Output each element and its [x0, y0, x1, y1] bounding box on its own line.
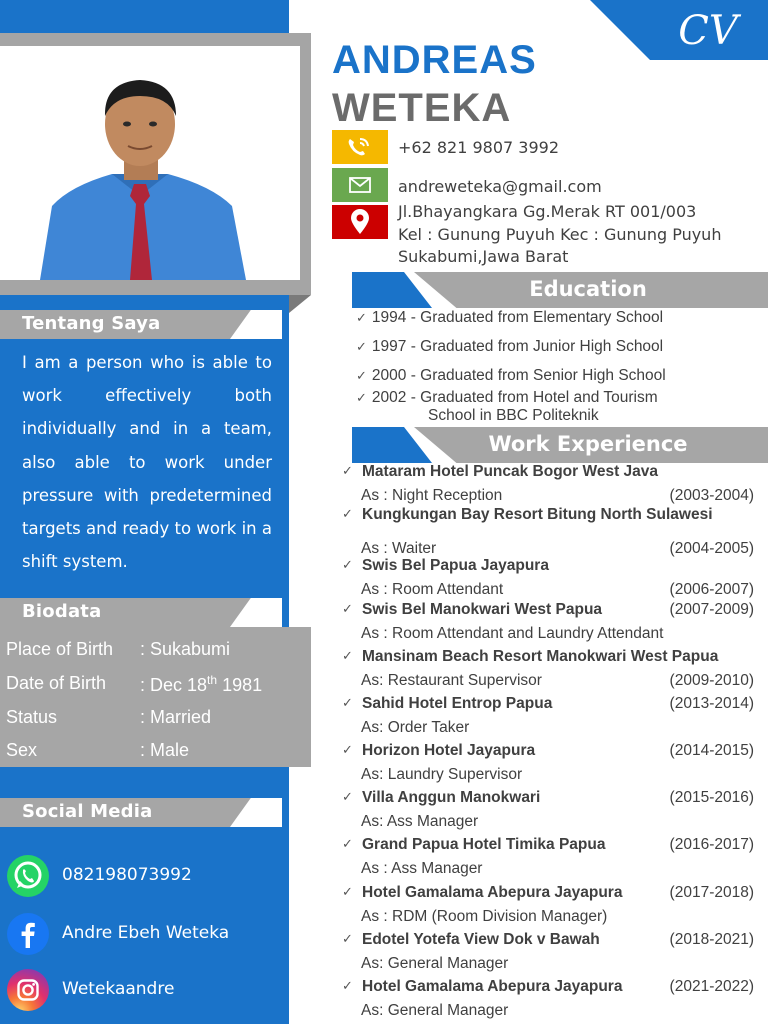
work-header [342, 742, 762, 762]
check-icon: ✓ [342, 464, 353, 479]
address-line-2: Kel : Gunung Puyuh Kec : Gunung Puyuh [398, 225, 722, 244]
envelope-icon [332, 168, 388, 202]
work-role: As: Ass Manager [361, 813, 479, 830]
about-title: Tentang Saya [22, 313, 161, 334]
work-employer: Hotel Gamalama Abepura Jayapura [362, 884, 623, 901]
work-item [342, 601, 762, 643]
band-decoration [230, 598, 282, 627]
social-title: Social Media [22, 801, 153, 822]
work-role-row [342, 764, 762, 784]
heading-accent [352, 427, 432, 463]
work-employer: Sahid Hotel Entrop Papua [362, 695, 553, 712]
work-years: (2007-2009) [669, 601, 754, 618]
work-item [342, 931, 762, 973]
work-years: (2016-2017) [669, 836, 754, 853]
work-years: (2021-2022) [669, 978, 754, 995]
instagram-icon [6, 968, 50, 1012]
work-role: As: Laundry Supervisor [361, 766, 523, 783]
work-role: As: General Manager [361, 1002, 509, 1019]
check-icon: ✓ [342, 885, 353, 900]
person-portrait [0, 46, 300, 280]
work-item [342, 836, 762, 878]
work-employer: Kungkungan Bay Resort Bitung North Sulawesi [362, 506, 713, 523]
work-employer: Villa Anggun Manokwari [362, 789, 541, 806]
check-icon: ✓ [356, 391, 367, 406]
work-role-row [342, 670, 762, 690]
work-employer: Mansinam Beach Resort Manokwari West Papua [362, 648, 719, 665]
check-icon: ✓ [342, 743, 353, 758]
bio-value: : Married [140, 707, 212, 727]
check-icon: ✓ [342, 837, 353, 852]
work-role-row [342, 538, 762, 558]
work-role-row [342, 717, 762, 737]
whatsapp-icon [6, 854, 50, 898]
work-title: Work Experience [488, 432, 688, 456]
work-employer: Swis Bel Papua Jayapura [362, 557, 549, 574]
work-role: As: General Manager [361, 955, 509, 972]
work-years: (2009-2010) [669, 672, 754, 689]
education-item-continued: School in BBC Politeknik [428, 407, 599, 424]
education-item: ✓ 2000 - Graduated from Senior High School [356, 367, 666, 384]
work-years: (2014-2015) [669, 742, 754, 759]
facebook-icon [6, 912, 50, 956]
work-header [342, 648, 762, 668]
bio-value: : Male [140, 740, 190, 760]
check-icon: ✓ [342, 979, 353, 994]
work-header [342, 931, 762, 951]
work-employer: Hotel Gamalama Abepura Jayapura [362, 978, 623, 995]
work-years: (2017-2018) [669, 884, 754, 901]
work-employer: Grand Papua Hotel Timika Papua [362, 836, 606, 853]
check-icon: ✓ [342, 696, 353, 711]
work-item [342, 506, 762, 558]
check-icon: ✓ [356, 369, 367, 384]
education-heading [352, 272, 768, 308]
work-role: As: Order Taker [361, 719, 470, 736]
work-role-row [342, 623, 762, 643]
about-text: I am a person who is able to work effectively both individually and in a team, also able to work under pressure with predetermined targets and ready to work in a shift system. [22, 353, 272, 572]
work-header [342, 884, 762, 904]
work-employer: Horizon Hotel Jayapura [362, 742, 536, 759]
work-role-row [342, 906, 762, 926]
cv-badge [590, 0, 768, 60]
check-icon: ✓ [342, 790, 353, 805]
work-header [342, 836, 762, 856]
bio-value: : Dec 18th 1981 [140, 673, 263, 695]
address-line-1: Jl.Bhayangkara Gg.Merak RT 001/003 [398, 202, 697, 221]
work-role-row [342, 858, 762, 878]
work-role: As : RDM (Room Division Manager) [361, 908, 608, 925]
work-role: As : Night Reception [361, 487, 503, 504]
work-role-row [342, 1000, 762, 1020]
work-years: (2004-2005) [669, 540, 754, 557]
bio-label: Date of Birth [6, 673, 107, 693]
check-icon: ✓ [342, 602, 353, 617]
bio-label: Place of Birth [6, 639, 114, 659]
work-role-row [342, 579, 762, 599]
work-header [342, 506, 762, 526]
last-name: WETEKA [332, 86, 512, 130]
bio-label: Sex [6, 740, 38, 760]
work-item [342, 557, 762, 599]
work-role: As : Ass Manager [361, 860, 483, 877]
work-role: As : Room Attendant and Laundry Attendant [361, 625, 664, 642]
check-icon: ✓ [342, 649, 353, 664]
location-pin-icon [332, 205, 388, 239]
about-band [0, 310, 282, 339]
work-header [342, 557, 762, 577]
whatsapp-number: 082198073992 [62, 865, 192, 885]
facebook-name: Andre Ebeh Weteka [62, 923, 230, 943]
work-years: (2003-2004) [669, 487, 754, 504]
work-employer: Mataram Hotel Puncak Bogor West Java [362, 463, 659, 480]
profile-photo [0, 46, 300, 280]
photo-frame [0, 33, 311, 295]
education-title: Education [529, 277, 647, 301]
work-role-row [342, 953, 762, 973]
email-address: andreweteka@gmail.com [398, 177, 602, 196]
check-icon: ✓ [342, 507, 353, 522]
work-role-row [342, 485, 762, 505]
heading-accent [352, 272, 432, 308]
first-name: ANDREAS [332, 38, 537, 82]
address-line-3: Sukabumi,Jawa Barat [398, 247, 569, 266]
work-header [342, 978, 762, 998]
phone-icon [332, 130, 388, 164]
work-years: (2013-2014) [669, 695, 754, 712]
work-item [342, 884, 762, 926]
work-role: As : Waiter [361, 540, 437, 557]
work-employer: Swis Bel Manokwari West Papua [362, 601, 603, 618]
work-years: (2015-2016) [669, 789, 754, 806]
work-header [342, 695, 762, 715]
work-header [342, 789, 762, 809]
work-years: (2006-2007) [669, 581, 754, 598]
work-role-row [342, 811, 762, 831]
work-item [342, 789, 762, 831]
phone-number: +62 821 9807 3992 [398, 138, 559, 157]
work-item [342, 463, 762, 505]
work-role: As: Restaurant Supervisor [361, 672, 542, 689]
work-years: (2018-2021) [669, 931, 754, 948]
work-role: As : Room Attendant [361, 581, 504, 598]
check-icon: ✓ [342, 558, 353, 573]
work-header [342, 601, 762, 621]
band-decoration [230, 798, 282, 827]
education-item: ✓ 1997 - Graduated from Junior High School [356, 338, 664, 355]
check-icon: ✓ [356, 311, 367, 326]
work-heading [352, 427, 768, 463]
education-item: ✓ 1994 - Graduated from Elementary School [356, 309, 664, 326]
biodata-title: Biodata [22, 601, 102, 622]
check-icon: ✓ [342, 932, 353, 947]
biodata-box [0, 627, 311, 767]
cv-badge-text: CV [678, 8, 738, 54]
work-employer: Edotel Yotefa View Dok v Bawah [362, 931, 600, 948]
band-decoration [230, 310, 282, 339]
bio-label: Status [6, 707, 58, 727]
work-item [342, 978, 762, 1020]
work-item [342, 742, 762, 784]
biodata-band [0, 598, 282, 627]
work-item [342, 695, 762, 737]
instagram-handle: Wetekaandre [62, 979, 175, 999]
frame-notch [289, 295, 311, 313]
check-icon: ✓ [356, 340, 367, 355]
social-band [0, 798, 282, 827]
work-item [342, 648, 762, 690]
bio-value: : Sukabumi [140, 639, 231, 659]
education-item: ✓ 2002 - Graduated from Hotel and Tourism [356, 389, 658, 406]
work-header [342, 463, 762, 483]
